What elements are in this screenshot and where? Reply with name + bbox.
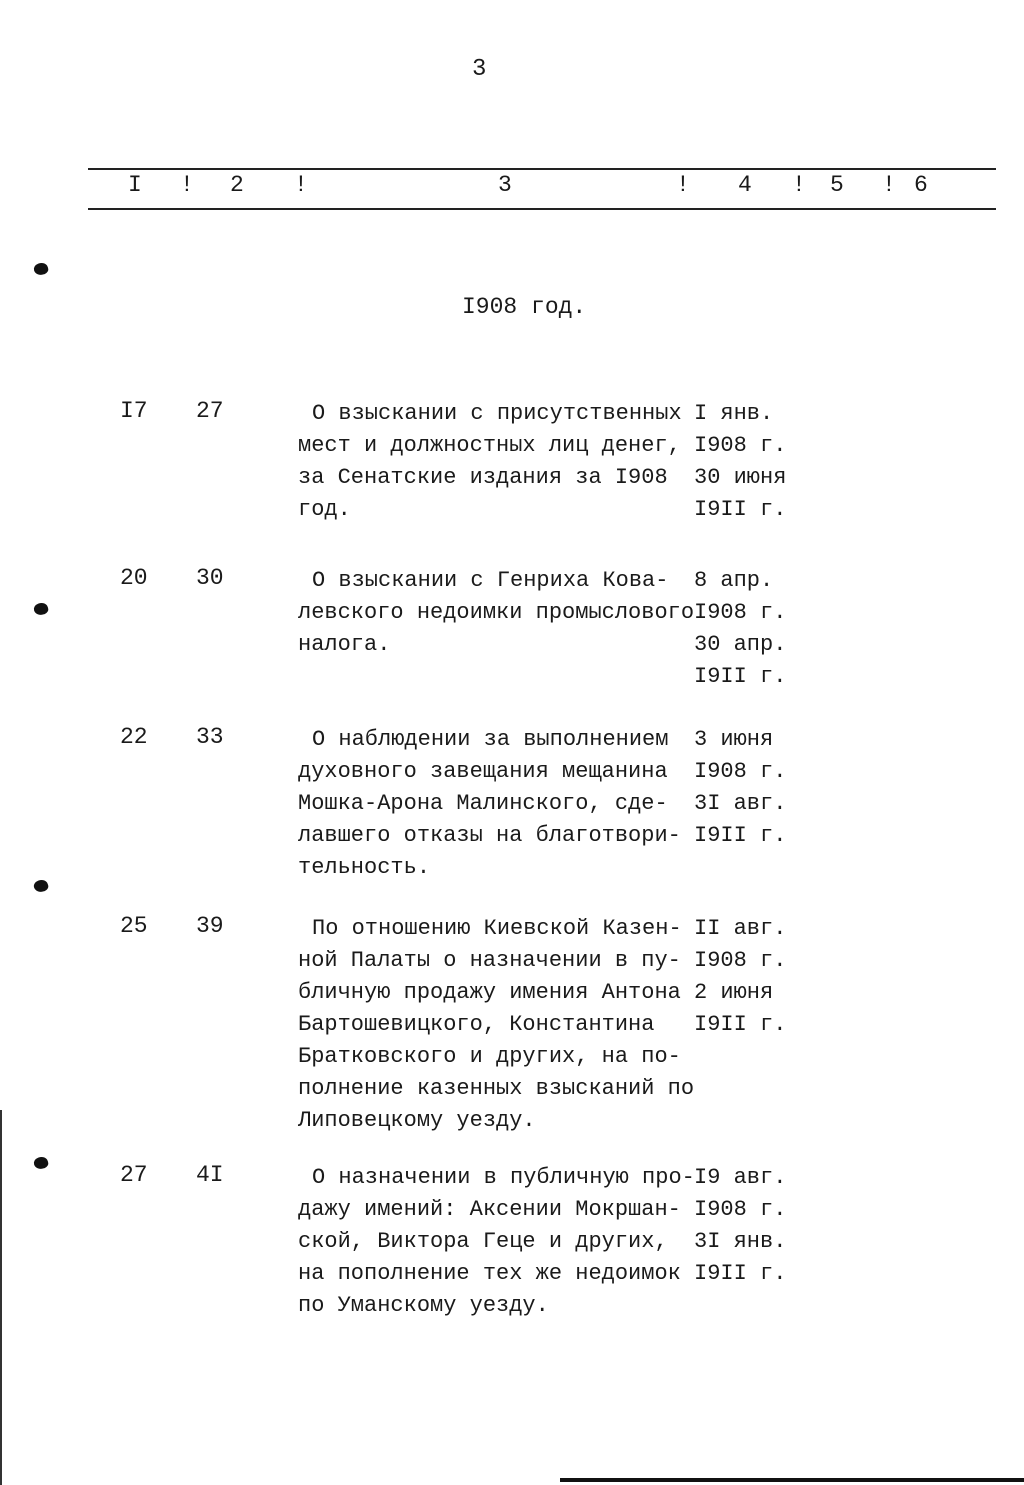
date-line: I янв. bbox=[694, 401, 774, 426]
entry-number: I7 bbox=[120, 398, 148, 424]
column-separator: ! bbox=[294, 172, 308, 198]
description-line: за Сенатские издания за I908 bbox=[298, 465, 668, 490]
entry-number: 22 bbox=[120, 724, 148, 750]
date-line: I9II г. bbox=[694, 1012, 787, 1037]
column-separator: ! bbox=[676, 172, 690, 198]
header-rule-top bbox=[88, 168, 996, 170]
column-header-6: 6 bbox=[914, 172, 928, 198]
description-line: лавшего отказы на благотвори- bbox=[298, 823, 681, 848]
date-line: 3I авг. bbox=[694, 791, 787, 816]
description-line: налога. bbox=[298, 632, 391, 657]
column-separator: ! bbox=[882, 172, 896, 198]
file-number: 27 bbox=[196, 398, 224, 424]
header-rule-bottom bbox=[88, 208, 996, 210]
description-line: О взыскании с присутственных bbox=[312, 401, 682, 426]
description-line: По отношению Киевской Казен- bbox=[312, 916, 682, 941]
date-line: I9II г. bbox=[694, 823, 787, 848]
date-line: I908 г. bbox=[694, 600, 787, 625]
date-line: 30 июня bbox=[694, 465, 787, 490]
description-line: духовного завещания мещанина bbox=[298, 759, 668, 784]
date-line: I908 г. bbox=[694, 948, 787, 973]
entry-description bbox=[298, 913, 695, 1137]
description-line: Мошка-Арона Малинского, сде- bbox=[298, 791, 668, 816]
date-line: I9 авг. bbox=[694, 1165, 787, 1190]
description-line: Братковского и других, на по- bbox=[298, 1044, 681, 1069]
column-separator: ! bbox=[180, 172, 194, 198]
file-number: 4I bbox=[196, 1162, 224, 1188]
description-line: левского недоимки промыслового bbox=[298, 600, 695, 625]
entry-dates bbox=[694, 724, 786, 852]
entry-dates bbox=[694, 913, 786, 1041]
page-number: 3 bbox=[472, 56, 487, 83]
entry-description bbox=[298, 398, 690, 526]
punch-hole-mark bbox=[32, 878, 49, 894]
date-line: I908 г. bbox=[694, 1197, 787, 1222]
file-number: 33 bbox=[196, 724, 224, 750]
description-line: ской, Виктора Геце и других, bbox=[298, 1229, 668, 1254]
date-line: 3 июня bbox=[694, 727, 774, 752]
description-line: на пополнение тех же недоимок bbox=[298, 1261, 681, 1286]
description-line: мест и должностных лиц денег, bbox=[298, 433, 681, 458]
description-line: год. bbox=[298, 497, 351, 522]
description-line: ной Палаты о назначении в пу- bbox=[298, 948, 681, 973]
entry-dates bbox=[694, 565, 786, 693]
column-header-1: I bbox=[128, 172, 142, 198]
entry-description bbox=[298, 1162, 695, 1322]
year-heading: I908 год. bbox=[462, 294, 587, 320]
description-line: полнение казенных взысканий по bbox=[298, 1076, 695, 1101]
column-header-2: 2 bbox=[230, 172, 244, 198]
date-line: 30 апр. bbox=[694, 632, 787, 657]
date-line: I9II г. bbox=[694, 497, 787, 522]
date-line: I9II г. bbox=[694, 1261, 787, 1286]
description-line: Бартошевицкого, Константина bbox=[298, 1012, 655, 1037]
punch-hole-mark bbox=[32, 261, 49, 277]
description-line: О назначении в публичную про- bbox=[312, 1165, 695, 1190]
scan-edge-line bbox=[0, 1110, 2, 1485]
description-line: тельность. bbox=[298, 855, 431, 880]
column-header-5: 5 bbox=[830, 172, 844, 198]
description-line: Липовецкому уезду. bbox=[298, 1108, 536, 1133]
date-line: I9II г. bbox=[694, 664, 787, 689]
entry-dates bbox=[694, 398, 786, 526]
column-separator: ! bbox=[792, 172, 806, 198]
entry-description bbox=[298, 724, 690, 884]
date-line: 8 апр. bbox=[694, 568, 774, 593]
date-line: 2 июня bbox=[694, 980, 774, 1005]
description-line: О взыскании с Генриха Кова- bbox=[312, 568, 669, 593]
file-number: 30 bbox=[196, 565, 224, 591]
column-header-4: 4 bbox=[738, 172, 752, 198]
entry-dates bbox=[694, 1162, 786, 1290]
scan-bottom-line bbox=[560, 1478, 1024, 1482]
date-line: II авг. bbox=[694, 916, 787, 941]
entry-number: 20 bbox=[120, 565, 148, 591]
description-line: дажу имений: Аксении Мокршан- bbox=[298, 1197, 681, 1222]
date-line: 3I янв. bbox=[694, 1229, 787, 1254]
date-line: I908 г. bbox=[694, 433, 787, 458]
description-line: по Уманскому уезду. bbox=[298, 1293, 549, 1318]
punch-hole-mark bbox=[32, 601, 49, 617]
file-number: 39 bbox=[196, 913, 224, 939]
punch-hole-mark bbox=[32, 1155, 49, 1171]
entry-number: 27 bbox=[120, 1162, 148, 1188]
entry-number: 25 bbox=[120, 913, 148, 939]
description-line: бличную продажу имения Антона bbox=[298, 980, 681, 1005]
entry-description bbox=[298, 565, 695, 661]
description-line: О наблюдении за выполнением bbox=[312, 727, 669, 752]
column-header-3: 3 bbox=[498, 172, 512, 198]
date-line: I908 г. bbox=[694, 759, 787, 784]
